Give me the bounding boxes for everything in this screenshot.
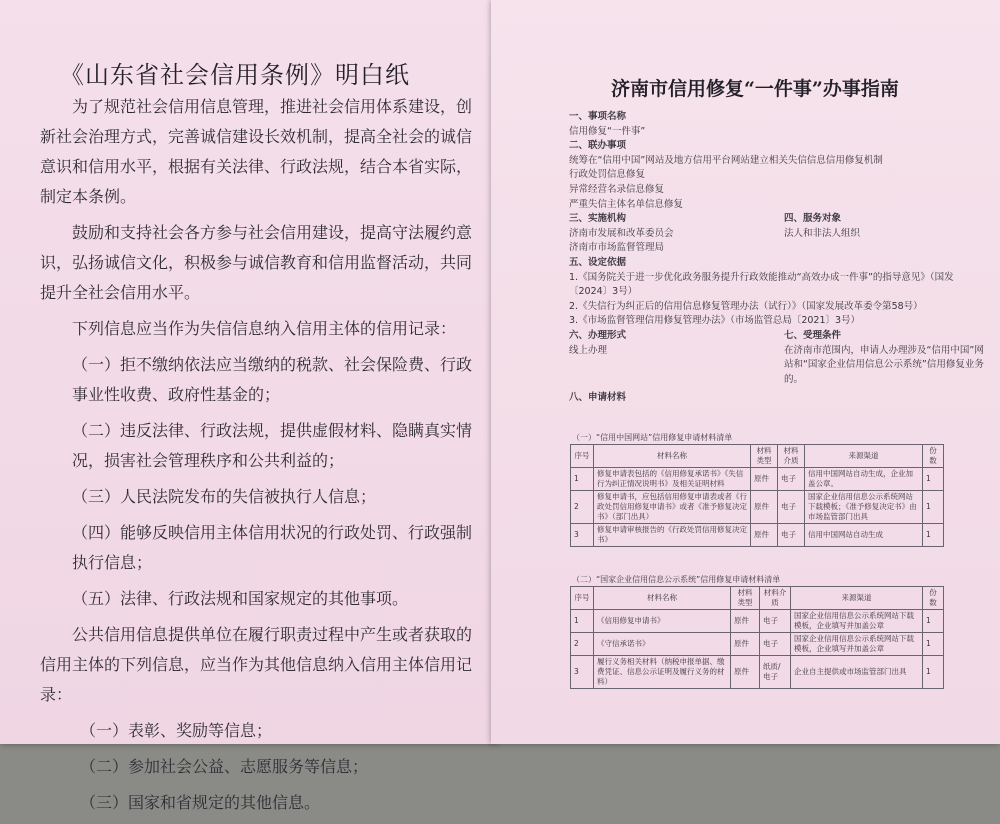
section-row — [569, 212, 989, 256]
section-column — [774, 212, 989, 256]
table-cell: 3 — [571, 524, 594, 547]
table-cell: 电子 — [778, 491, 805, 524]
table-cell: 电子 — [778, 524, 805, 547]
table-header-row — [571, 587, 944, 610]
section-text: 1.《国务院关于进一步优化政务服务提升行政效能推动“高效办成一件事”的指导意见》（国发〔2024〕3号） — [569, 271, 954, 298]
left-doc-title: 《山东省社会信用条例》明白纸 — [60, 61, 410, 89]
table-cell: 1 — [923, 633, 944, 656]
paragraph: 下列信息应当作为失信信息纳入信用主体的信用记录： — [72, 319, 457, 338]
table-cell: 电子 — [778, 468, 805, 491]
table-header-row — [571, 445, 944, 468]
table-cell: 1 — [923, 491, 944, 524]
section-heading: 五、设定依据 — [569, 256, 627, 268]
paragraph: 为了规范社会信用信息管理，推进社会信用体系建设，创新社会治理方式，完善诚信建设长效机制，提高全社会的诚信意识和信用水平，根据有关法律、行政法规，结合本省实际，制定本条例。 — [40, 97, 473, 206]
column-header: 材料名称 — [594, 587, 731, 610]
table-row — [571, 491, 944, 524]
list-item: （二）违反法律、行政法规，提供虚假材料、隐瞒真实情况，损害社会管理秩序和公共利益的； — [72, 421, 473, 470]
table-cell: 2 — [571, 633, 594, 656]
table-caption: （一）“信用中国网站”信用修复申请材料清单 — [572, 433, 733, 442]
section-text: 法人和非法人组织 — [784, 227, 861, 239]
table-cell: 1 — [923, 468, 944, 491]
table-cell: 原件 — [731, 633, 760, 656]
table-row — [571, 524, 944, 547]
materials-table-credit-china — [570, 444, 944, 547]
list-item: （三）人民法院发布的失信被执行人信息； — [72, 487, 377, 506]
column-header: 材料介质 — [760, 587, 791, 610]
table-row — [571, 610, 944, 633]
table-cell: 国家企业信用信息公示系统网站下载模板，企业填写并加盖公章 — [791, 633, 923, 656]
table-row — [571, 468, 944, 491]
section-heading: 四、服务对象 — [784, 213, 842, 225]
table-cell: 1 — [571, 610, 594, 633]
section-heading: 八、申请材料 — [569, 392, 627, 404]
table-cell: 《守信承诺书》 — [594, 633, 731, 656]
list-item: （四）能够反映信用主体信用状况的行政处罚、行政强制执行信息； — [72, 523, 473, 572]
right-doc-body — [569, 110, 989, 406]
section-text: 济南市市场监督管理局 — [569, 242, 665, 254]
table-cell: 修复申请书，应包括信用修复申请表或者《行政处罚信用修复申请书》或者《准予修复决定书》（部门出具） — [594, 491, 751, 524]
table-cell: 信用中国网站自动生成 — [805, 524, 923, 547]
section-heading: 二、联办事项 — [569, 140, 627, 152]
section-column — [774, 329, 989, 387]
section-heading: 一、事项名称 — [569, 111, 627, 122]
section-column — [569, 212, 774, 256]
table-cell: 国家企业信用信息公示系统网站下载模板，企业填写并加盖公章 — [791, 610, 923, 633]
section-heading: 三、实施机构 — [569, 213, 627, 225]
section-text: 信用修复“一件事” — [569, 125, 646, 137]
list-item: （一）拒不缴纳依法应当缴纳的税款、社会保险费、行政事业性收费、政府性基金的； — [72, 355, 473, 404]
table-cell: 《信用修复申请书》 — [594, 610, 731, 633]
list-item: （二）参加社会公益、志愿服务等信息； — [80, 757, 369, 776]
table-cell: 纸质/电子 — [760, 656, 791, 689]
table-cell: 修复申请审核报告的《行政处罚信用修复决定书》 — [594, 524, 751, 547]
list-item: （一）表彰、奖励等信息； — [80, 721, 273, 740]
section-column — [569, 329, 774, 387]
section-text: 异常经营名录信息修复 — [569, 183, 665, 195]
table-cell: 企业自主提供或市场监管部门出具 — [791, 656, 923, 689]
column-header: 份数 — [923, 587, 944, 610]
section-text: 线上办理 — [569, 344, 608, 356]
table-cell: 2 — [571, 491, 594, 524]
table-row — [571, 633, 944, 656]
table-cell: 原件 — [751, 524, 778, 547]
table-cell: 1 — [923, 610, 944, 633]
section-text: 严重失信主体名单信息修复 — [569, 198, 684, 210]
table-caption: （二）“国家企业信用信息公示系统”信用修复申请材料清单 — [572, 575, 781, 584]
table-cell: 1 — [571, 468, 594, 491]
column-header: 材料类型 — [751, 445, 778, 468]
column-header: 来源渠道 — [805, 445, 923, 468]
materials-table-enterprise-system — [570, 586, 944, 689]
section-text: 2.《失信行为纠正后的信用信息修复管理办法（试行）》（国家发展改革委令第58号） — [569, 300, 923, 312]
section-heading: 六、办理形式 — [569, 329, 627, 341]
column-header: 材料介质 — [778, 445, 805, 468]
table-row — [571, 656, 944, 689]
table-cell: 原件 — [751, 468, 778, 491]
column-header: 份数 — [923, 445, 944, 468]
column-header: 序号 — [571, 445, 594, 468]
left-doc-body — [40, 92, 480, 824]
section-text: 济南市发展和改革委员会 — [569, 227, 674, 239]
section-heading: 七、受理条件 — [784, 329, 842, 341]
table-cell: 原件 — [731, 656, 760, 689]
column-header: 来源渠道 — [791, 587, 923, 610]
list-item: （三）国家和省规定的其他信息。 — [80, 793, 321, 812]
table-cell: 电子 — [760, 633, 791, 656]
right-doc-title: 济南市信用修复“一件事”办事指南 — [611, 78, 899, 100]
section-row — [569, 329, 989, 387]
table-cell: 原件 — [751, 491, 778, 524]
table-cell: 信用中国网站自动生成，企业加盖公章。 — [805, 468, 923, 491]
table-cell: 3 — [571, 656, 594, 689]
section-text: 统筹在“信用中国”网站及地方信用平台网站建立相关失信信息信用修复机制 — [569, 154, 883, 166]
column-header: 材料类型 — [731, 587, 760, 610]
table-cell: 修复申请表包括的《信用修复承诺书》《失信行为纠正情况说明书》及相关证明材料 — [594, 468, 751, 491]
column-header: 材料名称 — [594, 445, 751, 468]
table-cell: 电子 — [760, 610, 791, 633]
table-cell: 原件 — [731, 610, 760, 633]
table-cell: 国家企业信用信息公示系统网站下载模板；《准予修复决定书》由市场监管部门出具 — [805, 491, 923, 524]
list-item: （五）法律、行政法规和国家规定的其他事项。 — [72, 589, 409, 608]
table-cell: 1 — [923, 524, 944, 547]
section-text: 行政处罚信息修复 — [569, 169, 646, 181]
paragraph: 鼓励和支持社会各方参与社会信用建设，提高守法履约意识，弘扬诚信文化，积极参与诚信教育和信用监督活动，共同提升全社会信用水平。 — [40, 223, 473, 302]
table-cell: 履行义务相关材料（纳税申报单据、缴费凭证、信息公示证明及履行义务的材料） — [594, 656, 731, 689]
paragraph: 公共信用信息提供单位在履行职责过程中产生或者获取的信用主体的下列信息，应当作为其他信息纳入信用主体信用记录： — [40, 625, 473, 704]
section-text: 在济南市范围内，申请人办理涉及“信用中国”网站和“国家企业信用信息公示系统”信用修复业务的。 — [784, 344, 984, 385]
table-cell: 1 — [923, 656, 944, 689]
section-text: 3.《市场监督管理信用修复管理办法》（市场监管总局〔2021〕3号） — [569, 315, 861, 327]
left-document-page — [0, 0, 497, 812]
column-header: 序号 — [571, 587, 594, 610]
